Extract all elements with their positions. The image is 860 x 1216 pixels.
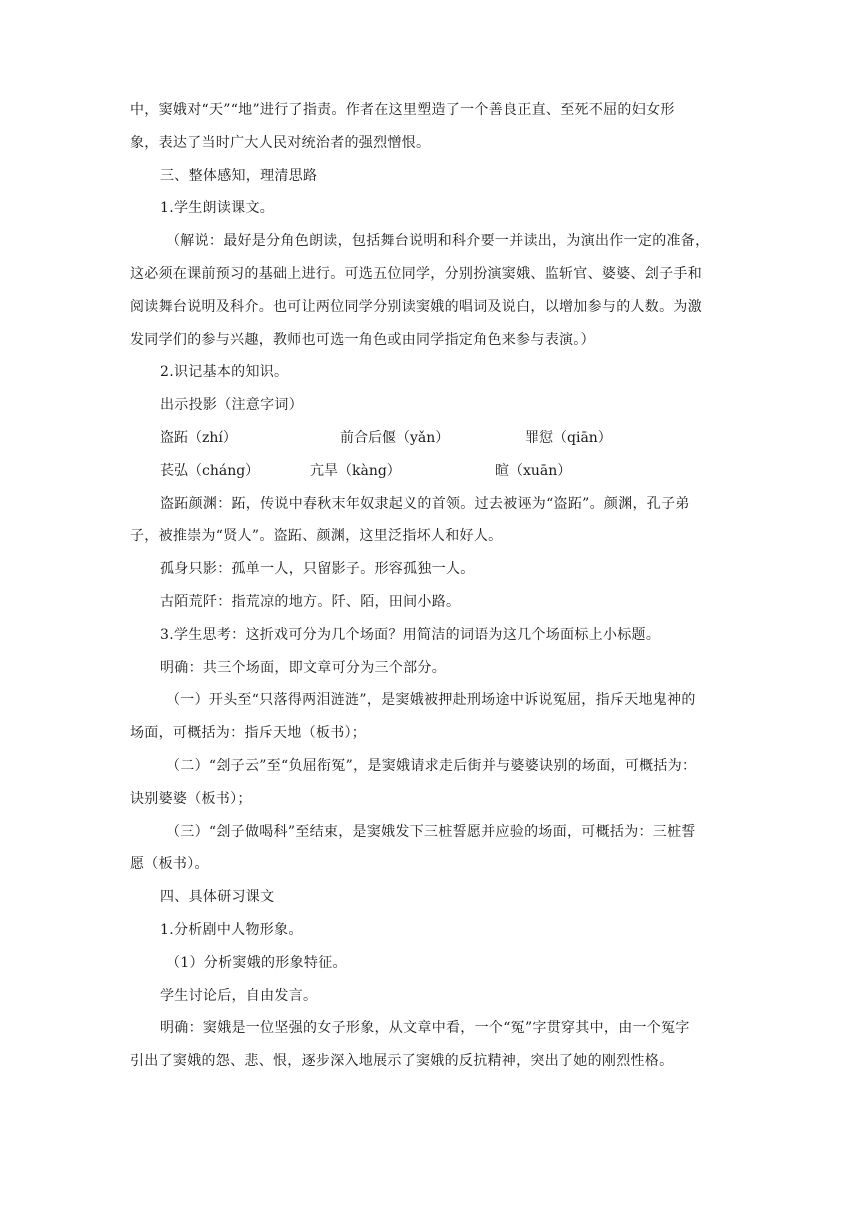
vocab-item: 前合后偃（yǎn）	[340, 429, 450, 446]
text-line: 出示投影（注意字词）	[160, 397, 303, 414]
text-line: 中，窦娥对“天”“地”进行了指责。作者在这里塑造了一个善良正直、至死不屈的妇女形	[130, 102, 675, 118]
text-line: （二）“刽子云”至“负屈衔冤”，是窦娥请求走后街并与婆婆诀别的场面，可概括为：	[166, 757, 697, 774]
text-line: 学生讨论后，自由发言。	[160, 987, 318, 1004]
text-line: 盗跖颜渊：跖，传说中春秋末年奴隶起义的首领。过去被诬为“盗跖”。颜渊，孔子弟	[160, 495, 690, 512]
text-line: 1.分析剧中人物形象。	[160, 921, 303, 938]
text-line: （一）开头至“只落得两泪涟涟”，是窦娥被押赴刑场途中诉说冤屈，指斥天地鬼神的	[166, 692, 696, 709]
text-line: 明确：共三个场面，即文章可分为三个部分。	[160, 659, 446, 676]
text-line: 2.识记基本的知识。	[160, 364, 289, 381]
document-body	[130, 100, 735, 1084]
vocab-item: 盗跖（zhí）	[160, 429, 237, 446]
text-line: （三）“刽子做喝科”至结束，是窦娥发下三桩誓愿并应验的场面，可概括为：三桩誓	[166, 823, 696, 840]
text-line: 古陌荒阡：指荒凉的地方。阡、陌，田间小路。	[160, 593, 461, 610]
text-line: 象，表达了当时广大人民对统治者的强烈憎恨。	[130, 134, 431, 151]
text-line: 引出了窦娥的怨、悲、恨，逐步深入地展示了窦娥的反抗精神，突出了她的刚烈性格。	[130, 1053, 674, 1070]
text-line: （1）分析窦娥的形象特征。	[166, 954, 347, 971]
vocab-item: 亢旱（kàng）	[310, 462, 401, 479]
text-line: 愿（板书）。	[130, 856, 209, 873]
text-line: 诀别婆婆（板书）；	[130, 790, 252, 807]
section-heading: 三、整体感知，理清思路	[160, 167, 318, 184]
text-line: 发同学们的参与兴趣，教师也可选一角色或由同学指定角色来参与表演。）	[130, 331, 595, 348]
section-heading: 四、具体研习课文	[160, 889, 275, 906]
text-line: 阅读舞台说明及科介。也可让两位同学分别读窦娥的唱词及说白，以增加参与的人数。为激	[130, 298, 702, 315]
text-line: 3.学生思考：这折戏可分为几个场面？用简洁的词语为这几个场面标上小标题。	[160, 626, 661, 643]
text-line: 1.学生朗读课文。	[160, 200, 275, 217]
text-line: 场面，可概括为：指斥天地（板书）；	[130, 725, 367, 742]
vocab-row	[130, 428, 735, 448]
text-line: 这必须在课前预习的基础上进行。可选五位同学，分别扮演窦娥、监斩官、婆婆、刽子手和	[130, 265, 702, 282]
vocab-item: 罪愆（qiān）	[525, 429, 612, 446]
text-line: 明确：窦娥是一位坚强的女子形象，从文章中看，一个“冤”字贯穿其中，由一个冤字	[160, 1020, 690, 1037]
text-line: 子，被推崇为“贤人”。盗跖、颜渊，这里泛指坏人和好人。	[130, 528, 503, 545]
vocab-row	[130, 461, 735, 481]
text-line: （解说：最好是分角色朗读，包括舞台说明和科介要一并读出，为演出作一定的准备，	[166, 233, 710, 250]
text-line: 孤身只影：孤单一人，只留影子。形容孤独一人。	[160, 561, 475, 578]
vocab-item: 暄（xuān）	[495, 462, 572, 479]
vocab-item: 苌弘（cháng）	[160, 462, 260, 479]
